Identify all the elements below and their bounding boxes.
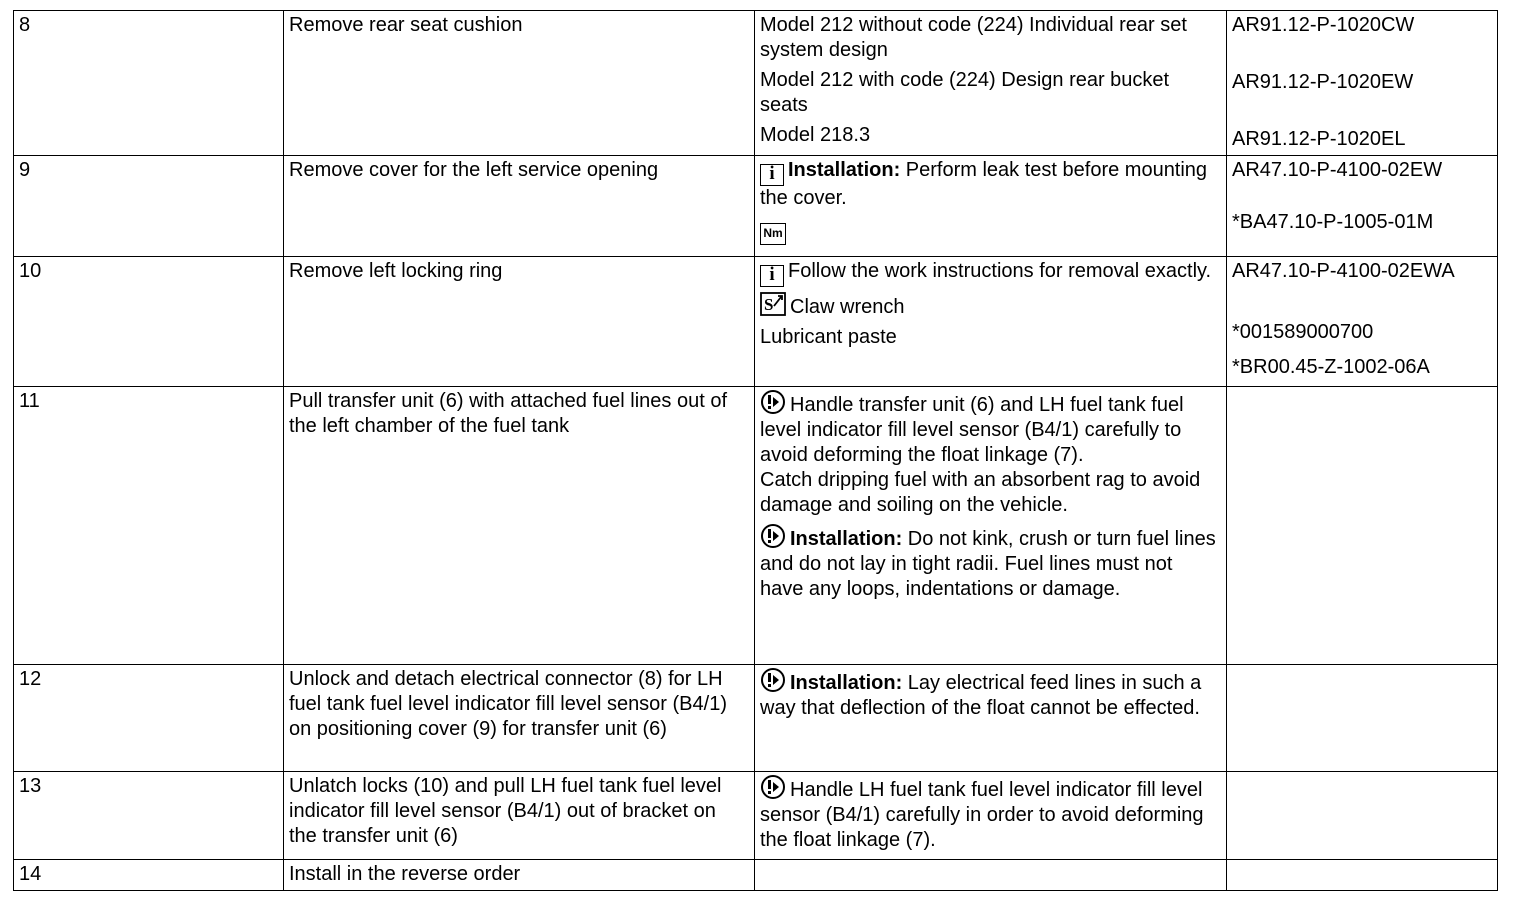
note-block bbox=[760, 389, 1221, 518]
notes-cell bbox=[755, 11, 1227, 156]
note-label: Installation: bbox=[790, 528, 903, 550]
nm-icon: Nm bbox=[760, 223, 786, 245]
note-text: Lay electrical feed lines in such a way that deflection of the float cannot be effected. bbox=[760, 672, 1202, 719]
note-block bbox=[760, 292, 1221, 320]
caution-icon bbox=[760, 774, 786, 800]
refs-cell bbox=[1227, 772, 1498, 860]
note-text: Catch dripping fuel with an absorbent rag to avoid damage and soiling on the vehicle. bbox=[760, 469, 1201, 516]
reference-link[interactable]: AR47.10-P-4100-02EW bbox=[1232, 159, 1443, 181]
operation-text: Remove left locking ring bbox=[284, 257, 755, 387]
note-block bbox=[760, 158, 1221, 211]
notes-cell bbox=[755, 156, 1227, 257]
operation-text: Remove cover for the left service opening bbox=[284, 156, 755, 257]
operation-text: Remove rear seat cushion bbox=[284, 11, 755, 156]
table-row bbox=[14, 387, 1498, 665]
refs-cell bbox=[1227, 665, 1498, 772]
reference-link[interactable]: AR91.12-P-1020CW bbox=[1232, 14, 1415, 36]
operation-text: Install in the reverse order bbox=[284, 860, 755, 891]
note-text: Lubricant paste bbox=[760, 326, 897, 348]
operation-text: Unlatch locks (10) and pull LH fuel tank fuel level indicator fill level sensor (B4/1) out of bracket on the transfer unit (6) bbox=[284, 772, 755, 860]
step-number: 11 bbox=[14, 387, 284, 665]
table-row bbox=[14, 11, 1498, 156]
special-tool-icon bbox=[760, 292, 786, 316]
note-text: Do not kink, crush or turn fuel lines and do not lay in tight radii. Fuel lines must not have any loops, indentations or damage. bbox=[760, 528, 1216, 600]
reference-link[interactable]: *001589000700 bbox=[1232, 321, 1374, 343]
notes-cell bbox=[755, 860, 1227, 891]
refs-cell bbox=[1227, 860, 1498, 891]
info-icon: i bbox=[760, 265, 784, 287]
note-text: Model 212 without code (224) Individual rear set system design bbox=[760, 14, 1187, 61]
notes-cell bbox=[755, 665, 1227, 772]
note-text: Model 218.3 bbox=[760, 124, 871, 146]
caution-icon bbox=[760, 389, 786, 415]
notes-cell bbox=[755, 387, 1227, 665]
note-text: Claw wrench bbox=[790, 296, 905, 318]
svg-text:S: S bbox=[764, 295, 774, 314]
table-row bbox=[14, 860, 1498, 891]
note-text: Handle transfer unit (6) and LH fuel tank fuel level indicator fill level sensor (B4/1) carefully to avoid deforming the float linkage (7). bbox=[760, 394, 1184, 466]
step-number: 8 bbox=[14, 11, 284, 156]
note-block bbox=[760, 667, 1221, 721]
note-label: Installation: bbox=[788, 159, 901, 181]
note-text: Model 212 with code (224) Design rear bucket seats bbox=[760, 69, 1170, 116]
reference-link[interactable]: *BA47.10-P-1005-01M bbox=[1232, 211, 1434, 233]
caution-icon bbox=[760, 523, 786, 549]
note-text: Handle LH fuel tank fuel level indicator fill level sensor (B4/1) carefully in order to avoid deforming the float linkage (7). bbox=[760, 779, 1204, 851]
step-number: 12 bbox=[14, 665, 284, 772]
procedure-table bbox=[13, 10, 1498, 891]
reference-link[interactable]: AR47.10-P-4100-02EWA bbox=[1232, 260, 1455, 282]
info-icon: i bbox=[760, 164, 784, 186]
notes-cell bbox=[755, 772, 1227, 860]
table-row bbox=[14, 156, 1498, 257]
note-label: Installation: bbox=[790, 672, 903, 694]
note-block bbox=[760, 523, 1221, 602]
step-number: 10 bbox=[14, 257, 284, 387]
note-text: Perform leak test before mounting the cover. bbox=[760, 159, 1208, 209]
reference-link[interactable]: *BR00.45-Z-1002-06A bbox=[1232, 356, 1430, 378]
table-row bbox=[14, 772, 1498, 860]
step-number: 14 bbox=[14, 860, 284, 891]
operation-text: Pull transfer unit (6) with attached fuel lines out of the left chamber of the fuel tank bbox=[284, 387, 755, 665]
table-row bbox=[14, 257, 1498, 387]
refs-cell bbox=[1227, 387, 1498, 665]
note-block bbox=[760, 774, 1221, 853]
refs-cell bbox=[1227, 156, 1498, 257]
step-number: 13 bbox=[14, 772, 284, 860]
refs-cell bbox=[1227, 11, 1498, 156]
note-block bbox=[760, 216, 1221, 245]
operation-text: Unlock and detach electrical connector (8) for LH fuel tank fuel level indicator fill level sensor (B4/1) on positioning cover (9) for transfer unit (6) bbox=[284, 665, 755, 772]
caution-icon bbox=[760, 667, 786, 693]
note-text: Follow the work instructions for removal exactly. bbox=[788, 260, 1212, 282]
refs-cell bbox=[1227, 257, 1498, 387]
notes-cell bbox=[755, 257, 1227, 387]
step-number: 9 bbox=[14, 156, 284, 257]
note-block bbox=[760, 259, 1221, 287]
reference-link[interactable]: AR91.12-P-1020EW bbox=[1232, 71, 1414, 93]
reference-link[interactable]: AR91.12-P-1020EL bbox=[1232, 128, 1406, 150]
table-row bbox=[14, 665, 1498, 772]
